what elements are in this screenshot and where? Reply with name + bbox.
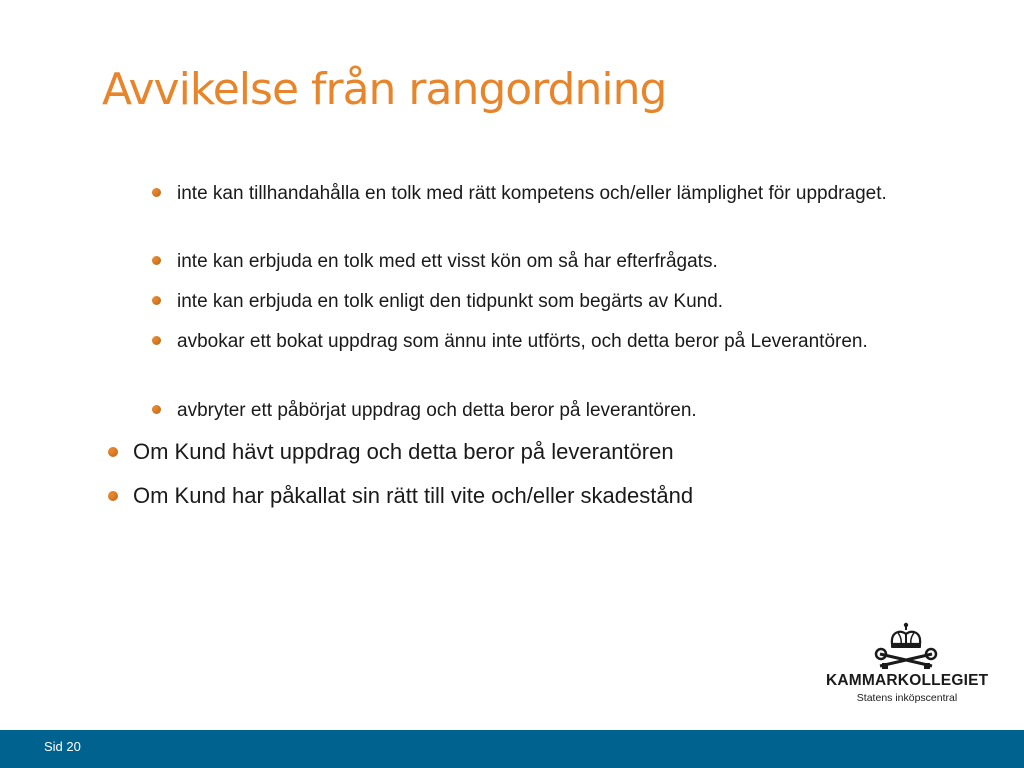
bullet-text: inte kan erbjuda en tolk enligt den tidpunkt som begärts av Kund. [177, 291, 724, 312]
bullet-dot-icon [152, 405, 161, 414]
sub-bullet-2 [152, 249, 937, 275]
bullet-text: inte kan erbjuda en tolk med ett visst kön om så har efterfrågats. [177, 251, 718, 272]
kammarkollegiet-logo [822, 622, 992, 708]
sub-bullet-4 [152, 329, 937, 355]
bullet-dot-icon [152, 188, 161, 197]
bullet-dot-icon [108, 491, 118, 501]
bullet-text: Om Kund hävt uppdrag och detta beror på leverantören [133, 439, 674, 464]
logo-name: KAMMARKOLLEGIET [826, 672, 989, 689]
slide-title: Avvikelse från rangordning [102, 64, 667, 115]
sub-bullet-3 [152, 289, 937, 315]
main-bullet-1 [108, 437, 973, 467]
sub-bullet-5 [152, 398, 937, 424]
bullet-dot-icon [108, 447, 118, 457]
bullet-text: avbryter ett påbörjat uppdrag och detta beror på leverantören. [177, 400, 697, 421]
sub-bullet-1 [152, 181, 937, 207]
bullet-dot-icon [152, 256, 161, 265]
bullet-text: avbokar ett bokat uppdrag som ännu inte utförts, och detta beror på Leverantören. [177, 331, 868, 352]
bullet-dot-icon [152, 336, 161, 345]
logo-tagline: Statens inköpscentral [856, 692, 958, 704]
footer-bar [0, 730, 1024, 768]
bullet-text: inte kan tillhandahålla en tolk med rätt kompetens och/eller lämplighet för uppdraget. [177, 183, 887, 204]
crown-keys-icon [874, 622, 938, 672]
page-number: Sid 20 [44, 739, 81, 754]
main-bullet-2 [108, 481, 973, 511]
bullet-text: Om Kund har påkallat sin rätt till vite och/eller skadestånd [133, 483, 694, 508]
bullet-dot-icon [152, 296, 161, 305]
